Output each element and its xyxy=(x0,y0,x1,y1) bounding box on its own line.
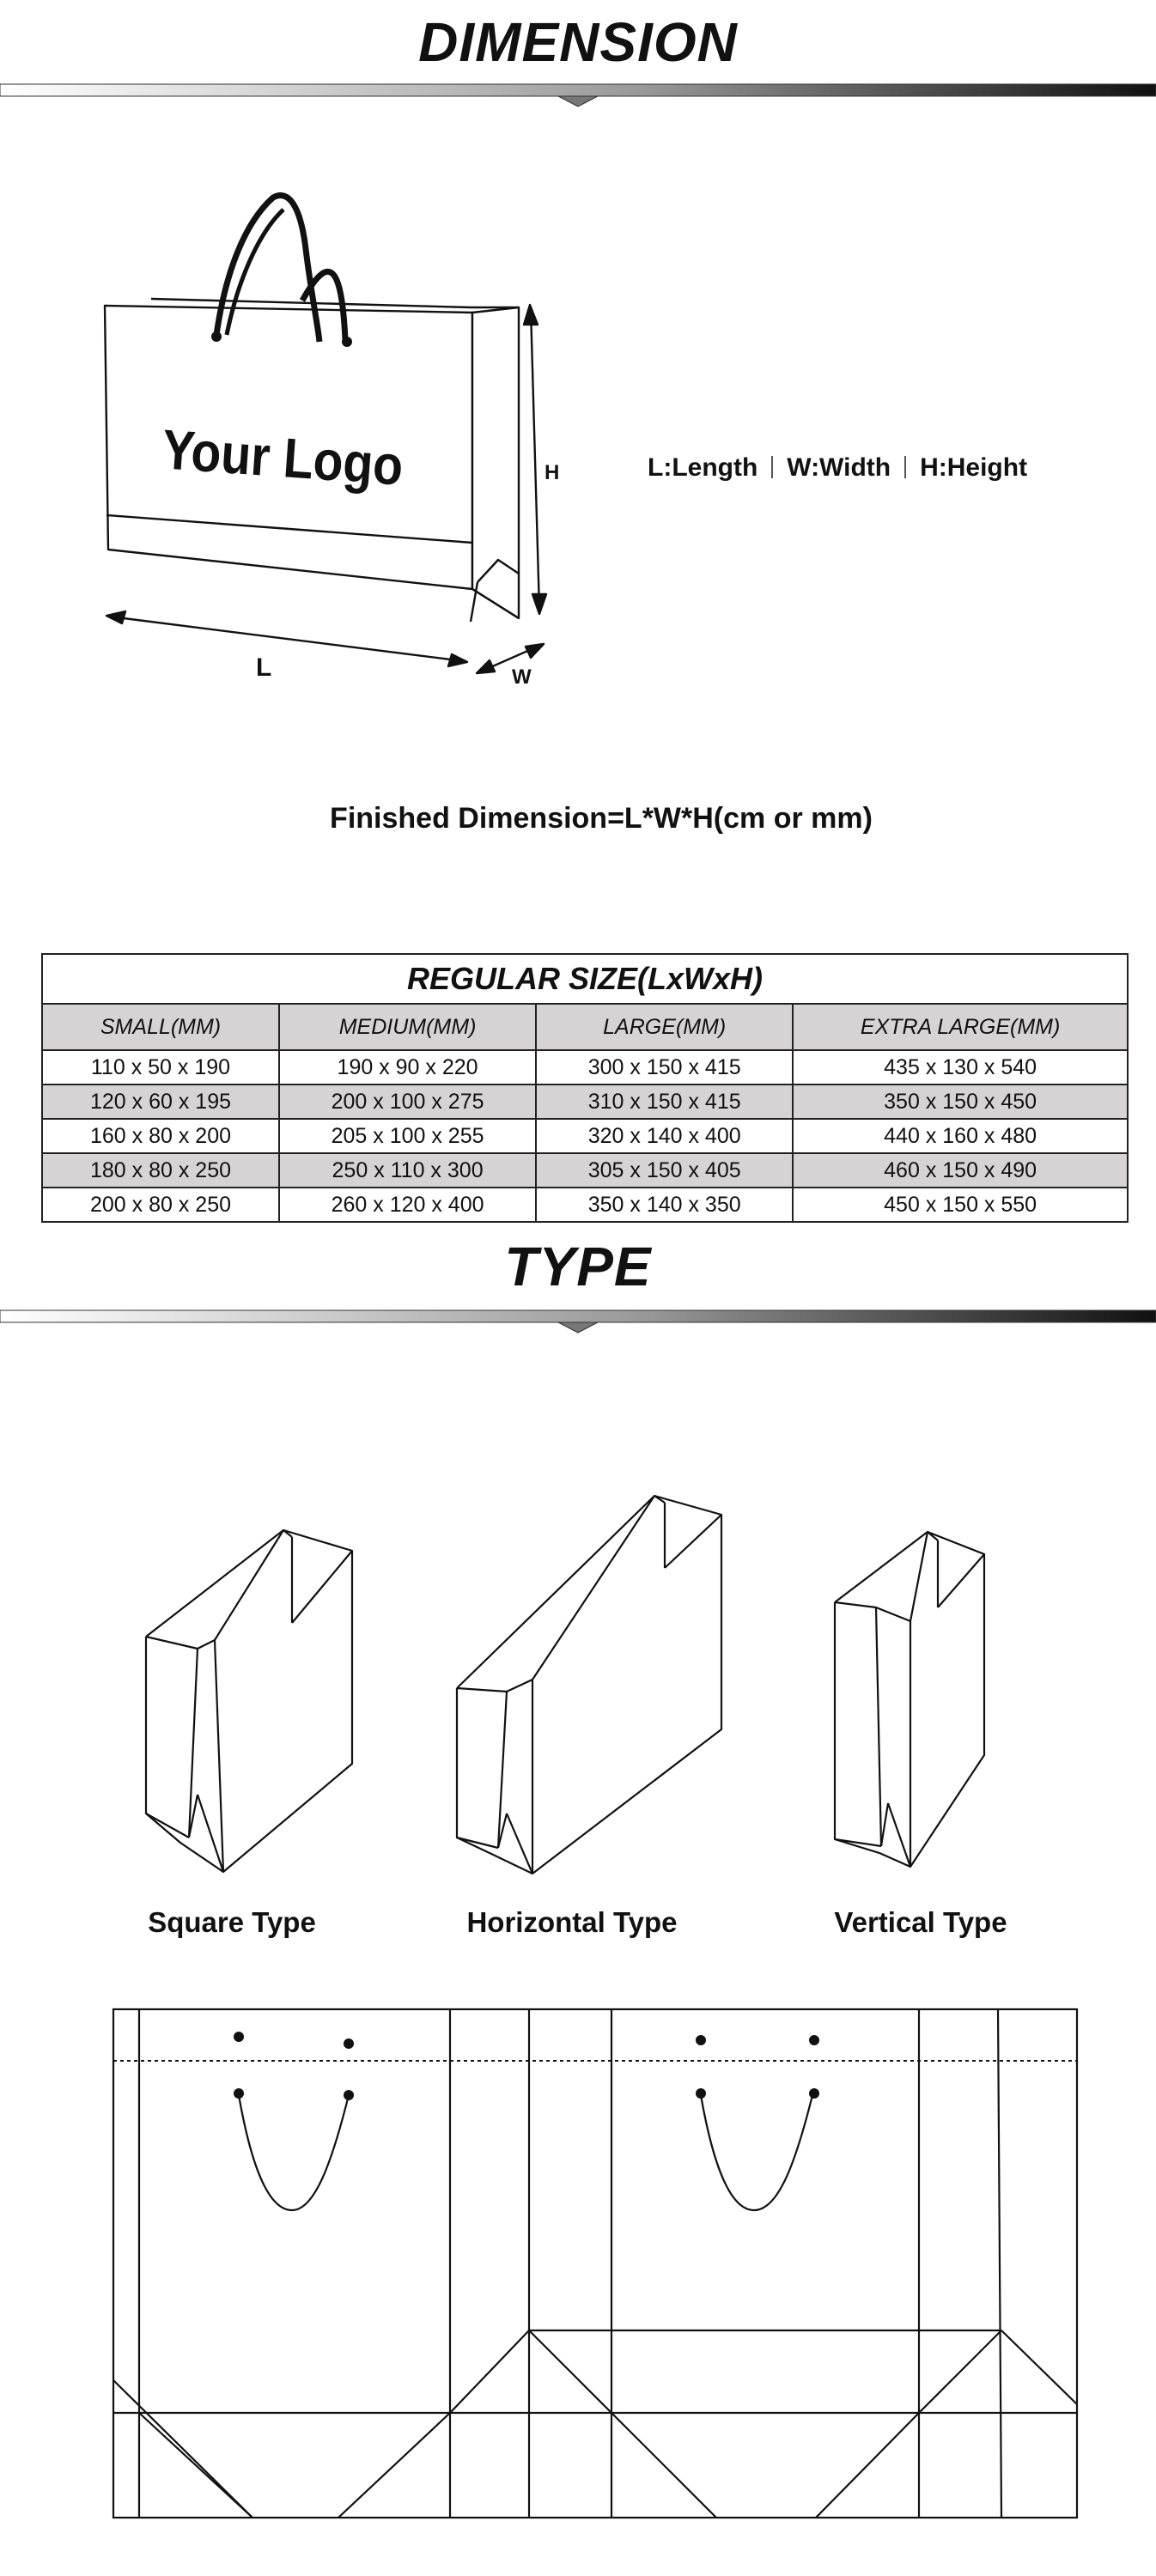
table-cell: 200 x 80 x 250 xyxy=(42,1188,279,1222)
handle-hole-left xyxy=(211,331,222,342)
legend-width: W:Width xyxy=(787,453,891,482)
table-row xyxy=(42,1188,1128,1222)
bag-types-diagram xyxy=(0,1477,1156,1906)
table-cell: 250 x 110 x 300 xyxy=(279,1153,536,1188)
square-type-bag xyxy=(146,1530,352,1872)
width-label: W xyxy=(512,665,532,689)
table-caption: REGULAR SIZE(LxWxH) xyxy=(42,954,1128,1004)
table-cell: 440 x 160 x 480 xyxy=(793,1119,1128,1153)
table-cell: 320 x 140 x 400 xyxy=(536,1119,793,1153)
column-header-medium: MEDIUM(MM) xyxy=(279,1004,536,1050)
table-cell: 200 x 100 x 275 xyxy=(279,1084,536,1119)
table-cell: 305 x 150 x 405 xyxy=(536,1153,793,1188)
column-header-extra-large: EXTRA LARGE(MM) xyxy=(793,1004,1128,1050)
table-cell: 350 x 140 x 350 xyxy=(536,1188,793,1222)
legend-separator xyxy=(904,456,906,478)
vertical-type-bag xyxy=(835,1532,984,1867)
table-cell: 350 x 150 x 450 xyxy=(793,1084,1128,1119)
legend-height: H:Height xyxy=(920,453,1028,482)
horizontal-type-bag xyxy=(457,1496,721,1874)
table-cell: 450 x 150 x 550 xyxy=(793,1188,1128,1222)
table-cell: 190 x 90 x 220 xyxy=(279,1050,536,1084)
logo-text: Your Logo xyxy=(160,417,405,497)
column-header-small: SMALL(MM) xyxy=(42,1004,279,1050)
table-row xyxy=(42,1050,1128,1084)
table-cell: 180 x 80 x 250 xyxy=(42,1153,279,1188)
table-cell: 110 x 50 x 190 xyxy=(42,1050,279,1084)
length-label: L xyxy=(256,653,272,682)
finished-dimension-text: Finished Dimension=L*W*H(cm or mm) xyxy=(330,802,873,835)
legend-length: L:Length xyxy=(648,453,758,482)
square-type-label: Square Type xyxy=(148,1906,316,1938)
bag-dieline-diagram xyxy=(0,2001,1156,2533)
bag-dimension-diagram xyxy=(0,172,601,756)
table-row xyxy=(42,1084,1128,1119)
table-row xyxy=(42,1153,1128,1188)
table-cell: 310 x 150 x 415 xyxy=(536,1084,793,1119)
column-header-large: LARGE(MM) xyxy=(536,1004,793,1050)
horizontal-type-label: Horizontal Type xyxy=(466,1906,678,1938)
table-cell: 300 x 150 x 415 xyxy=(536,1050,793,1084)
legend-separator xyxy=(771,456,773,478)
table-cell: 460 x 150 x 490 xyxy=(793,1153,1128,1188)
dimension-divider xyxy=(0,77,1156,112)
type-divider xyxy=(0,1303,1156,1338)
regular-size-table xyxy=(41,953,1129,1223)
type-title: TYPE xyxy=(504,1236,652,1297)
dimension-legend xyxy=(648,453,1027,483)
dimension-title: DIMENSION xyxy=(418,11,738,73)
table-cell: 205 x 100 x 255 xyxy=(279,1119,536,1153)
table-cell: 160 x 80 x 200 xyxy=(42,1119,279,1153)
table-cell: 435 x 130 x 540 xyxy=(793,1050,1128,1084)
height-label: H xyxy=(545,461,560,484)
table-row xyxy=(42,1119,1128,1153)
vertical-type-label: Vertical Type xyxy=(834,1906,1007,1938)
table-cell: 120 x 60 x 195 xyxy=(42,1084,279,1119)
table-cell: 260 x 120 x 400 xyxy=(279,1188,536,1222)
